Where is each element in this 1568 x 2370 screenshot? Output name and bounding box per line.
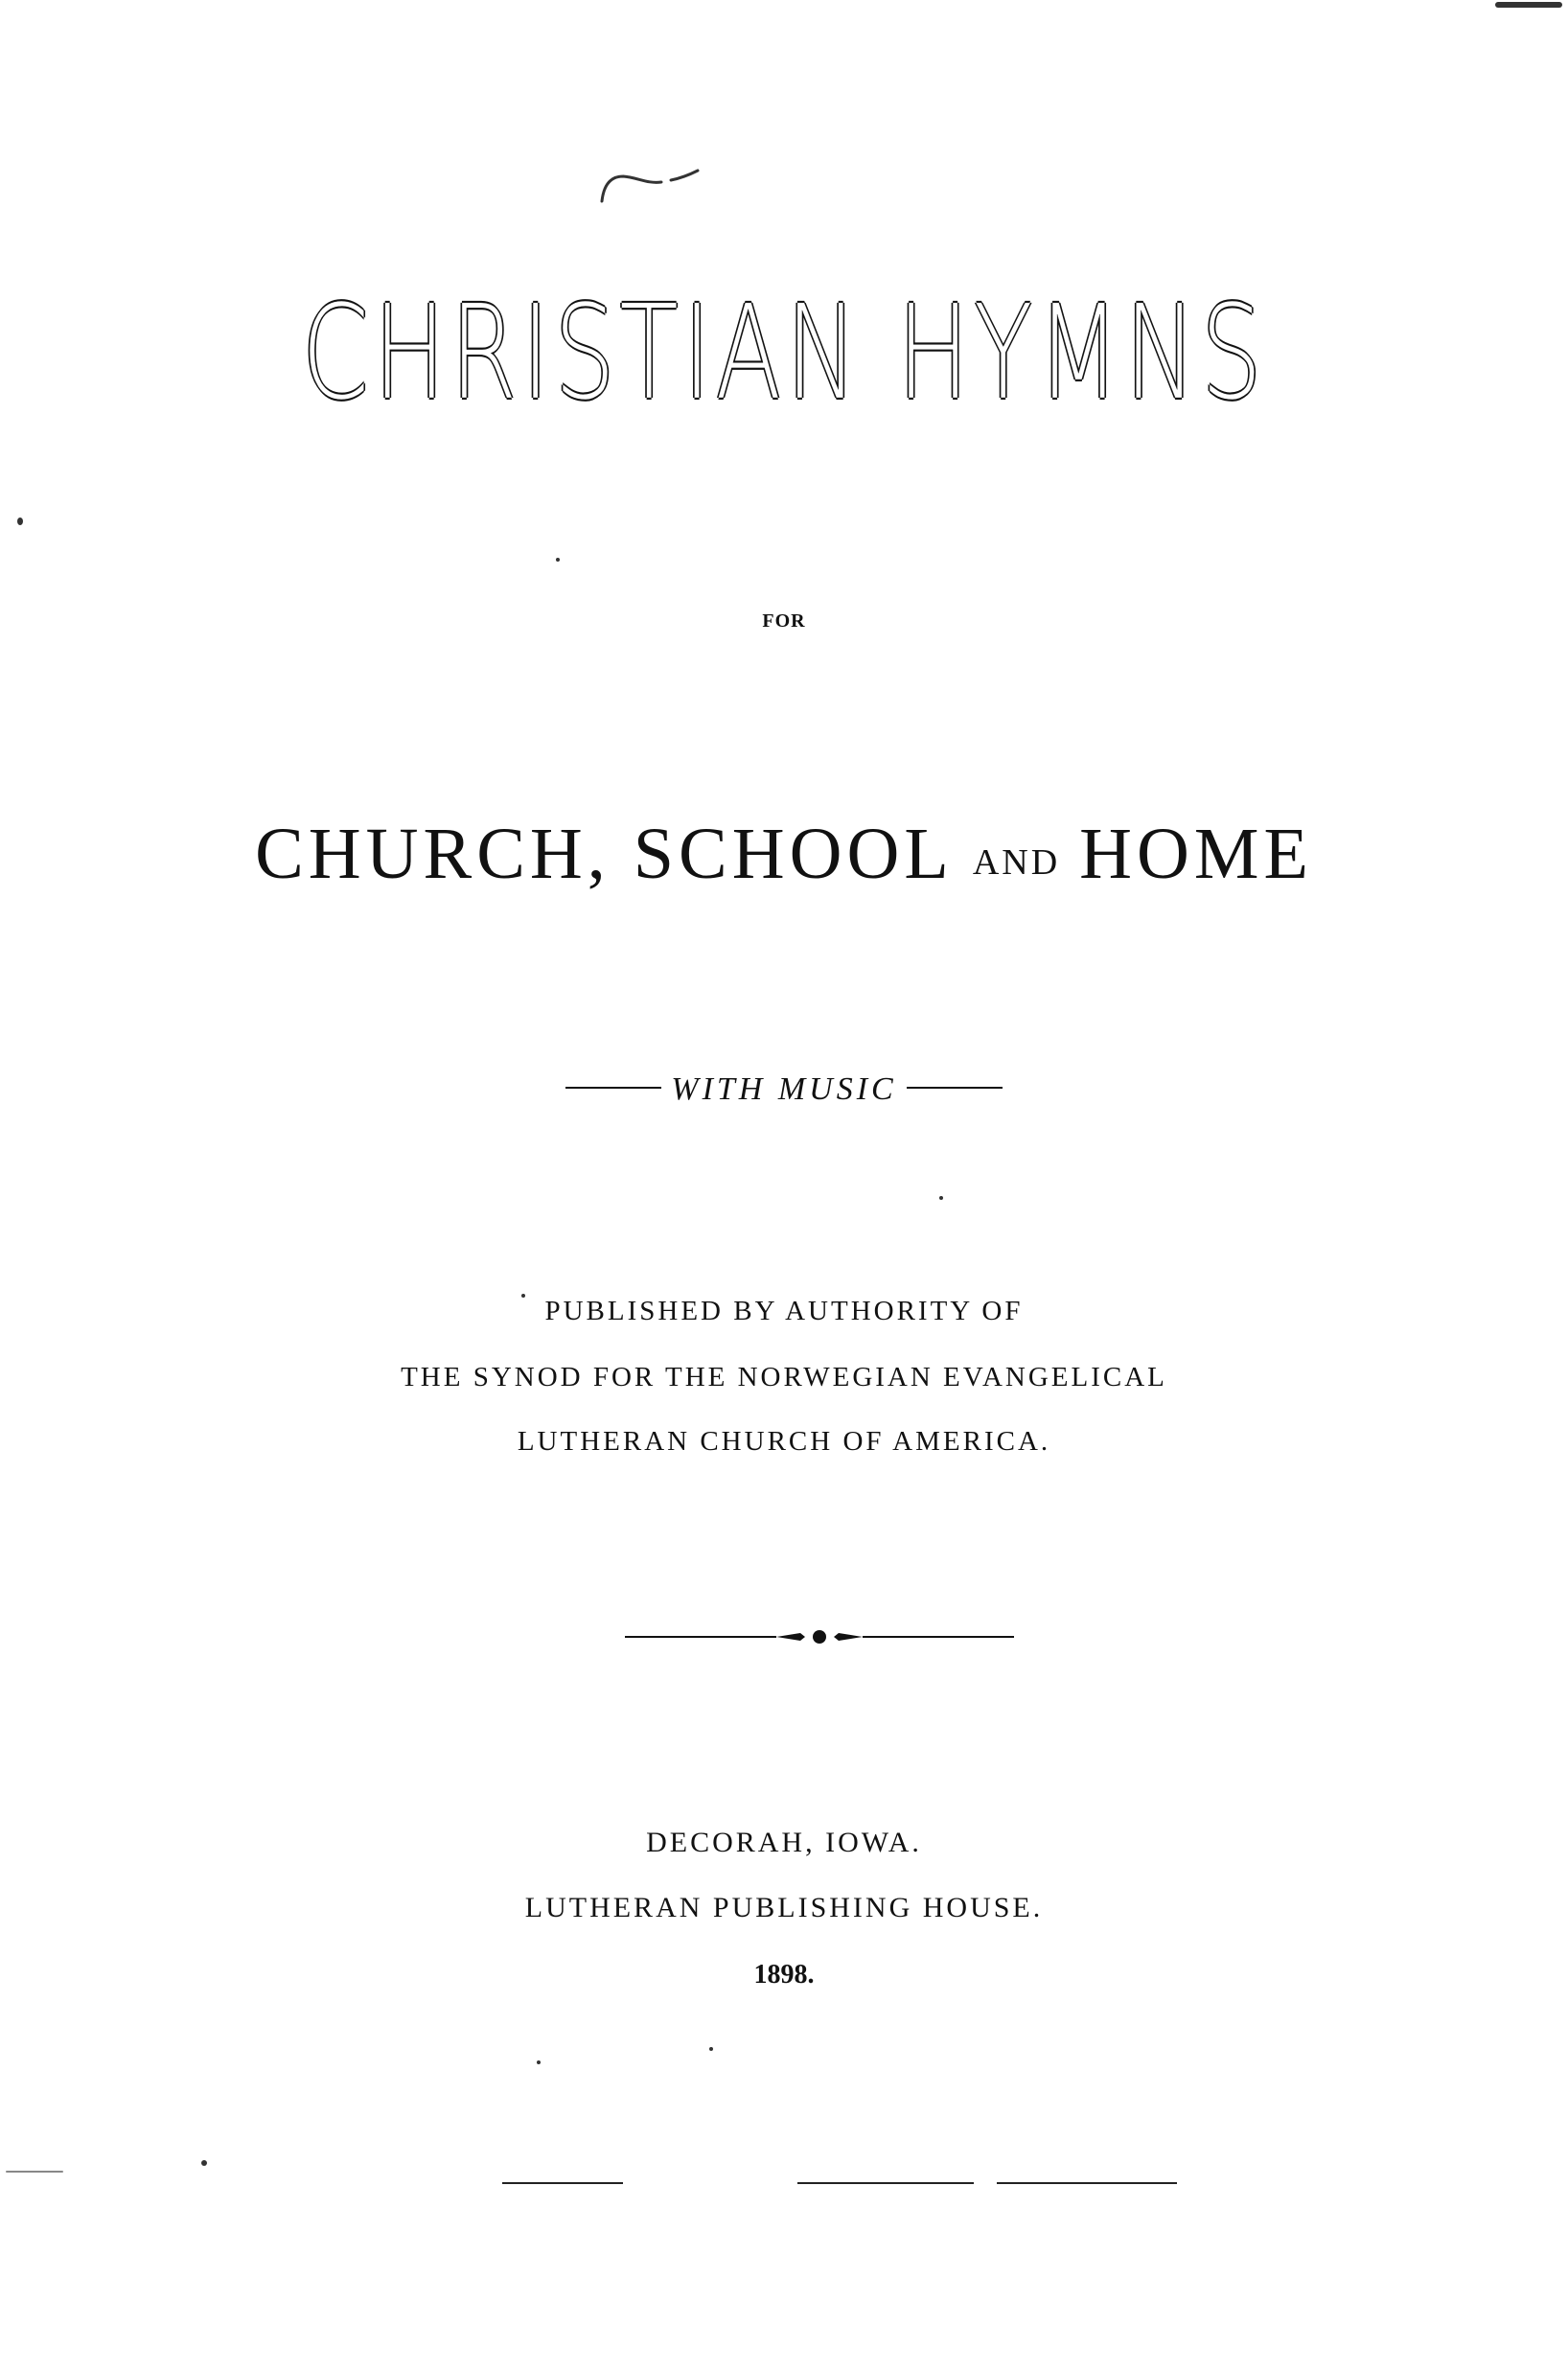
for-label: FOR: [762, 610, 806, 632]
subtitle-part-2: HOME: [1079, 814, 1313, 894]
speck: [537, 2060, 541, 2064]
with-music-line: [0, 1071, 1568, 1108]
authority-line-2: THE SYNOD FOR THE NORWEGIAN EVANGELICAL: [401, 1362, 1167, 1392]
speck: [556, 558, 560, 562]
authority-line-3: LUTHERAN CHURCH OF AMERICA.: [517, 1426, 1051, 1457]
speck: [939, 1196, 943, 1200]
book-title: CHRISTIAN HYMNS: [301, 278, 1267, 429]
speck: [521, 1294, 525, 1298]
speck: [709, 2047, 713, 2051]
edge-mark: [1495, 2, 1562, 8]
left-dash-rule: [565, 1087, 661, 1089]
speck: [201, 2160, 207, 2166]
footer-rule-right: [997, 2182, 1177, 2184]
authority-line-1: PUBLISHED BY AUTHORITY OF: [544, 1296, 1024, 1326]
place-of-publication: DECORAH, IOWA.: [646, 1827, 922, 1858]
publication-year: 1898.: [753, 1960, 815, 1990]
subtitle-part-1: CHURCH, SCHOOL: [255, 814, 954, 894]
with-music-label: WITH MUSIC: [671, 1071, 897, 1107]
right-dash-rule: [907, 1087, 1003, 1089]
pencil-mark: [594, 163, 709, 211]
ornamental-rule: [623, 1625, 1016, 1648]
book-subtitle: [0, 813, 1568, 896]
footer-rule-left: [502, 2182, 623, 2184]
publisher-name: LUTHERAN PUBLISHING HOUSE.: [524, 1892, 1044, 1923]
footer-rule-middle: [797, 2182, 974, 2184]
subtitle-and: AND: [972, 842, 1061, 883]
speck: [17, 518, 23, 525]
edge-mark: [6, 2171, 63, 2173]
